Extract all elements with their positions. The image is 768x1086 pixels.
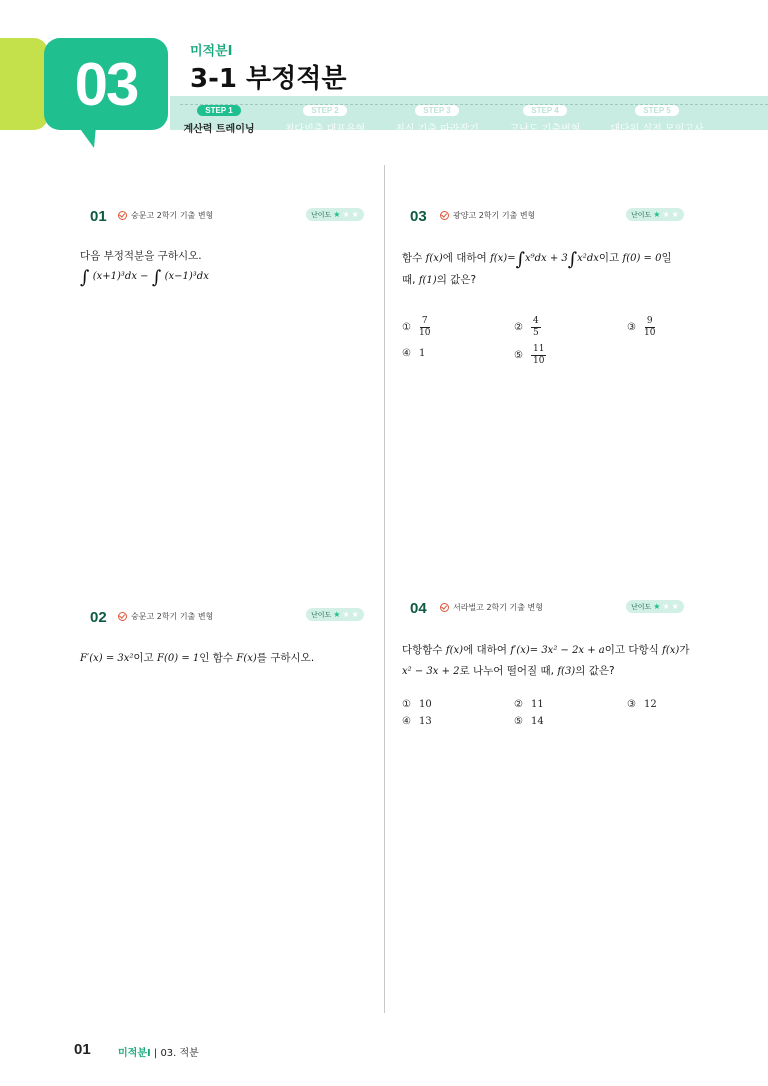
check-icon: [440, 603, 449, 612]
integral-sign-icon: ∫: [515, 249, 525, 270]
star-icon: ★: [662, 209, 670, 219]
step-4[interactable]: [490, 98, 600, 135]
step-pill: STEP 5: [635, 105, 678, 116]
problem-03-number: 03: [410, 208, 427, 225]
star-icon: ★: [333, 609, 341, 619]
difficulty-badge: 난이도 ★ ★ ★: [626, 600, 684, 613]
step-label: 최신 기출 따라잡기: [395, 124, 479, 135]
problem-01-source: 숭문고 2학기 기출 변형: [118, 210, 213, 221]
choice-5[interactable]: ⑤ 14: [514, 716, 544, 727]
check-icon: [118, 612, 127, 621]
problem-04-source: 서라벌고 2학기 기출 변형: [440, 602, 543, 613]
problem-01-number: 01: [90, 208, 107, 225]
page-number: 01: [74, 1041, 91, 1058]
fraction: $\frac{7}{10}$: [418, 316, 431, 338]
star-icon: ★: [342, 209, 350, 219]
star-icon: ★: [653, 209, 661, 219]
step-2[interactable]: [270, 98, 380, 135]
choice-1[interactable]: ① 10: [402, 699, 432, 710]
step-label: 최다빈출 대표유형: [284, 124, 366, 135]
star-icon: ★: [662, 601, 670, 611]
difficulty-badge: 난이도 ★ ★ ★: [626, 208, 684, 221]
step-label: 대단원 실전 모의고사: [610, 124, 704, 135]
star-icon: ★: [653, 601, 661, 611]
choice-2[interactable]: ② $\frac{4}{5}$: [514, 316, 539, 338]
choice-4[interactable]: ④ 1: [402, 348, 426, 359]
star-icon: ★: [671, 601, 679, 611]
difficulty-badge: 난이도 ★ ★ ★: [306, 608, 364, 621]
step-pill: STEP 2: [303, 105, 346, 116]
integral-sign-icon: ∫: [151, 267, 162, 288]
step-1[interactable]: [164, 98, 274, 135]
choice-2[interactable]: ② 11: [514, 699, 544, 710]
check-icon: [118, 211, 127, 220]
chapter-number: 03: [74, 50, 138, 118]
footer-subject: 미적분I: [118, 1048, 151, 1059]
chapter-lime-tab: [0, 38, 48, 130]
column-divider: [384, 165, 385, 1013]
step-3[interactable]: [382, 98, 492, 135]
problem-04-text: 다항함수 f(x)에 대하여 f′(x)= 3x² − 2x + a이고 다항식 f(x)가 x² − 3x + 2로 나누어 떨어질 때, f(3)의 값은?: [402, 644, 690, 677]
choice-1[interactable]: ① $\frac{7}{10}$: [402, 316, 431, 338]
star-icon: ★: [342, 609, 350, 619]
problem-02-number: 02: [90, 609, 107, 626]
star-icon: ★: [351, 609, 359, 619]
problem-04-number: 04: [410, 600, 427, 617]
step-pill: STEP 3: [415, 105, 458, 116]
check-icon: [440, 211, 449, 220]
star-icon: ★: [351, 209, 359, 219]
problem-03-text: 함수 f(x)에 대하여 f(x)=∫x⁹dx + 3∫x²dx이고 f(0) = 0일 때, f(1)의 값은?: [402, 249, 672, 286]
difficulty-badge: 난이도 ★ ★ ★: [306, 208, 364, 221]
step-5[interactable]: [602, 98, 712, 135]
integral-sign-icon: ∫: [80, 267, 90, 288]
step-label: 계산력 트레이닝: [183, 124, 255, 135]
choice-5[interactable]: ⑤ $\frac{11}{10}$: [514, 344, 545, 366]
page-title: 3-1 부정적분: [190, 64, 347, 94]
subject-label: 미적분I: [190, 44, 233, 59]
footer-section: | 03. 적분: [153, 1048, 199, 1059]
choice-3[interactable]: ③ 12: [627, 699, 657, 710]
star-icon: ★: [333, 209, 341, 219]
integral-sign-icon: ∫: [567, 249, 578, 270]
fraction: $\frac{11}{10}$: [532, 344, 545, 366]
star-icon: ★: [671, 209, 679, 219]
problem-03-source: 광양고 2학기 기출 변형: [440, 210, 535, 221]
fraction: $\frac{9}{10}$: [643, 316, 656, 338]
problem-02-source: 숭문고 2학기 기출 변형: [118, 611, 213, 622]
step-label: 고난도 기출변형: [509, 124, 581, 135]
footer-breadcrumb: [118, 1044, 199, 1059]
choice-3[interactable]: ③ $\frac{9}{10}$: [627, 316, 656, 338]
choice-4[interactable]: ④ 13: [402, 716, 432, 727]
fraction: $\frac{4}{5}$: [532, 316, 539, 338]
step-pill: STEP 4: [523, 105, 566, 116]
step-pill: STEP 1: [197, 105, 240, 116]
problem-01-text: 다음 부정적분을 구하시오. ∫ (x+1)³dx − ∫ (x−1)³dx: [80, 250, 209, 288]
problem-02-text: F′(x) = 3x²이고 F(0) = 1인 함수 F(x)를 구하시오.: [80, 652, 315, 664]
